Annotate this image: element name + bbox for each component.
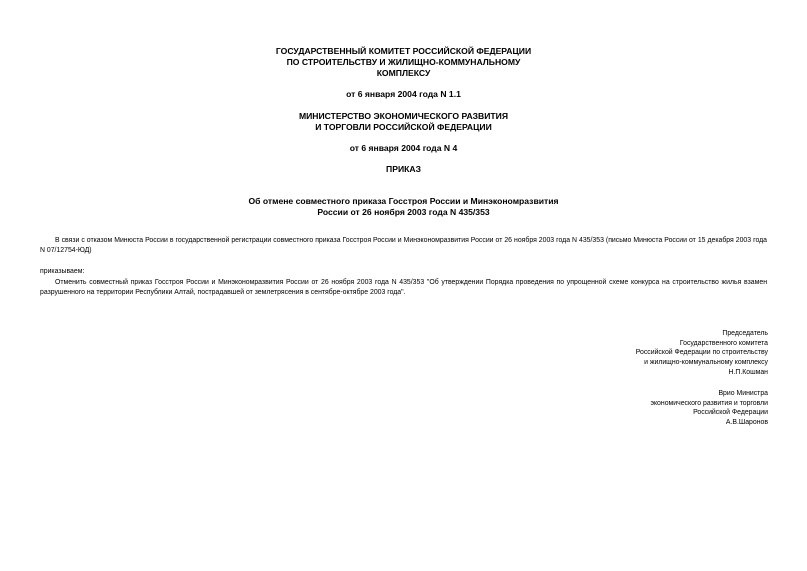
document-title-line-2: России от 26 ноября 2003 года N 435/353 [317, 207, 490, 217]
signature-mineconom-line-3: Российской Федерации [693, 409, 768, 417]
signature-gosstroy-line-2: Государственного комитета [679, 339, 768, 347]
signature-mineconom-name: А.В.Шаронов [725, 419, 768, 427]
issuer-mineconom-line-2: И ТОРГОВЛИ РОССИЙСКОЙ ФЕДЕРАЦИИ [315, 122, 492, 132]
issuer-gosstroy [40, 46, 767, 79]
signature-gosstroy-line-3: Российской Федерации по строительству [635, 349, 768, 357]
signature-block-mineconom [468, 389, 768, 428]
signature-gosstroy-name: Н.П.Кошман [728, 368, 768, 376]
issuer-gosstroy-line-2: ПО СТРОИТЕЛЬСТВУ И ЖИЛИЩНО-КОММУНАЛЬНОМУ [286, 57, 521, 67]
issuer-gosstroy-line-1: ГОСУДАРСТВЕННЫЙ КОМИТЕТ РОССИЙСКОЙ ФЕДЕРАЦИИ [275, 46, 532, 56]
signature-mineconom-line-2: экономического развития и торговли [650, 399, 768, 407]
signature-mineconom-line-1: Врио Министра [718, 390, 768, 397]
issuer-mineconom [40, 111, 767, 133]
document-type: ПРИКАЗ [386, 164, 421, 174]
signature-gosstroy-line-1: Председатель [722, 330, 768, 337]
preamble-paragraph: В связи с отказом Минюста России в государственной регистрации совместного приказа Госстроя России и Минэкономразвития России от 26 ноября 2003 года N 435/353 (письмо Минюста России от 15 декабря 2003 года N 07/12754-ЮД) [40, 237, 767, 255]
issuer-mineconom-line-1: МИНИСТЕРСТВО ЭКОНОМИЧЕСКОГО РАЗВИТИЯ [298, 111, 509, 121]
signature-gosstroy-line-4: и жилищно-коммунальному комплексу [644, 359, 768, 367]
issuer-gosstroy-line-3: КОМПЛЕКСУ [376, 68, 431, 78]
signature-block-gosstroy [468, 329, 768, 378]
order-word: приказываем: [40, 268, 85, 275]
issuer-gosstroy-date: от 6 января 2004 года N 1.1 [346, 89, 461, 99]
issuer-mineconom-date: от 6 января 2004 года N 4 [349, 143, 458, 153]
document-title-line-1: Об отмене совместного приказа Госстроя России и Минэкономразвития [248, 196, 559, 206]
order-paragraph: Отменить совместный приказ Госстроя России и Минэкономразвития России от 26 ноября 2003 года N 435/353 "Об утверждении Порядка проведения по упрощенной схеме конкурса на строительство жилья взамен разрушенного на территории Республики Алтай, пострадавшей от землетрясения в сентябре-октябре 2003 года". [40, 279, 767, 297]
document-title [40, 196, 767, 218]
